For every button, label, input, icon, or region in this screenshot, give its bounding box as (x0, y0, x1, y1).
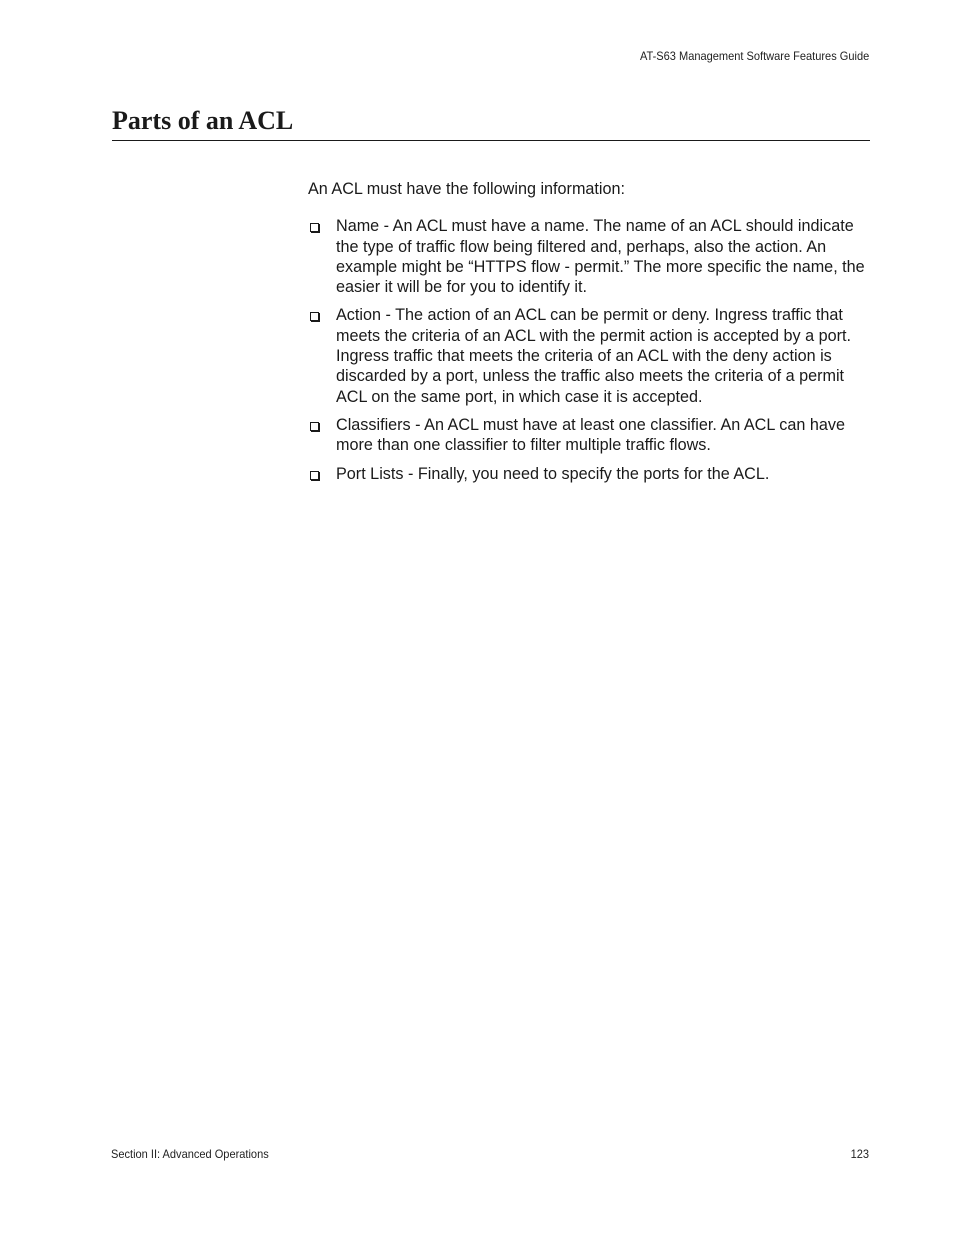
checkbox-bullet-icon (310, 223, 319, 232)
checkbox-bullet-icon (310, 422, 319, 431)
title-rule (112, 140, 870, 141)
checkbox-bullet-icon (310, 471, 319, 480)
footer-page-number: 123 (850, 1147, 869, 1161)
section-title: Parts of an ACL (112, 106, 294, 135)
list-item (308, 464, 870, 484)
list-item (308, 305, 870, 406)
running-header: AT-S63 Management Software Features Guide (639, 49, 869, 63)
list-item (308, 415, 870, 456)
body-content (308, 179, 870, 492)
bullet-list (308, 216, 870, 484)
checkbox-bullet-icon (310, 312, 319, 321)
list-item-text: Name - An ACL must have a name. The name of an ACL should indicate the type of traffic flow being filtered and, perhaps, also the action. An example might be “HTTPS flow - permit.” The more specific the name, the easier it will be for you to identify it. (336, 217, 865, 297)
list-item-text: Port Lists - Finally, you need to specify the ports for the ACL. (336, 464, 770, 483)
intro-paragraph: An ACL must have the following information: (308, 180, 626, 198)
footer-section-label: Section II: Advanced Operations (111, 1147, 269, 1161)
list-item-text: Action - The action of an ACL can be permit or deny. Ingress traffic that meets the criteria of an ACL with the permit action is accepted by a port. Ingress traffic that meets the criteria of an ACL with the deny action is discarded by a port, unless the traffic also meets the criteria of a permit ACL on the same port, in which case it is accepted. (336, 306, 851, 406)
list-item (308, 216, 870, 297)
list-item-text: Classifiers - An ACL must have at least one classifier. An ACL can have more than one classifier to filter multiple traffic flows. (336, 415, 845, 455)
